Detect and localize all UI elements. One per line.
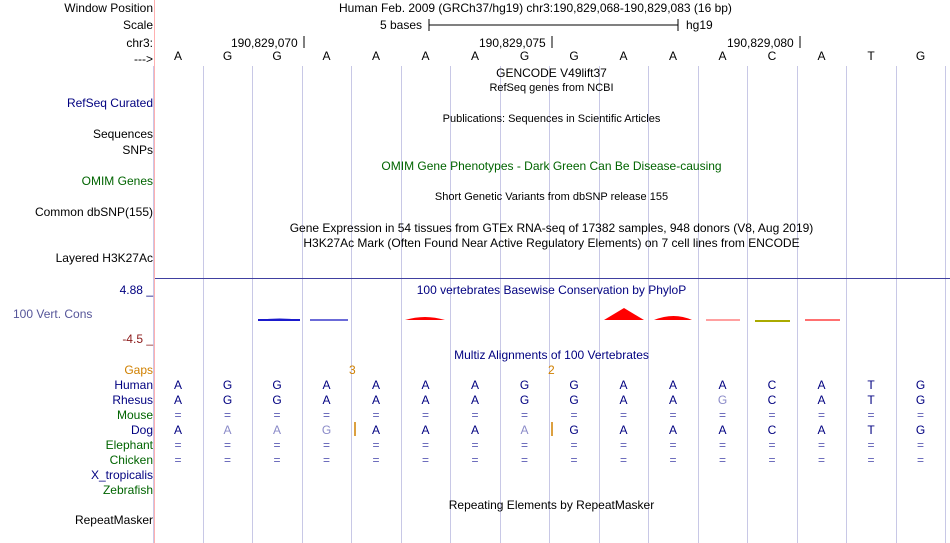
alignment-base: = <box>619 438 627 452</box>
alignment-base: = <box>471 408 479 422</box>
refseq-track-title[interactable]: RefSeq genes from NCBI <box>489 82 614 94</box>
gencode-track-title[interactable]: GENCODE V49lift37 <box>496 66 607 80</box>
alignment-base: T <box>867 423 875 437</box>
alignment-base: A <box>817 378 826 392</box>
alignment-base: A <box>817 423 826 437</box>
species-label[interactable]: Dog <box>130 423 153 437</box>
alignment-base: = <box>669 438 677 452</box>
alignment-base: = <box>421 438 429 452</box>
repeatmasker-label[interactable]: RepeatMasker <box>74 513 153 527</box>
chrom-label: chr3: <box>126 36 153 50</box>
alignment-base: = <box>916 408 924 422</box>
dog-insertion-marks <box>0 420 950 438</box>
conservation-plot <box>0 306 950 326</box>
alignment-base: = <box>223 438 231 452</box>
base-letter: G <box>222 49 233 63</box>
alignment-base: = <box>718 453 726 467</box>
alignment-base: A <box>272 423 281 437</box>
sequences-label[interactable]: Sequences <box>92 127 153 141</box>
alignment-base: = <box>372 438 380 452</box>
base-letter: A <box>668 49 677 63</box>
alignment-base: G <box>519 378 530 392</box>
refseq-curated-label[interactable]: RefSeq Curated <box>66 96 153 110</box>
species-label[interactable]: Rhesus <box>112 393 153 407</box>
window-position-value: Human Feb. 2009 (GRCh37/hg19) chr3:190,829,068-190,829,083 (16 bp) <box>339 1 732 15</box>
alignment-base: = <box>867 438 875 452</box>
gap-count: 3 <box>349 363 356 377</box>
alignment-base: = <box>223 453 231 467</box>
alignment-base: = <box>520 453 528 467</box>
species-label[interactable]: Chicken <box>109 453 153 467</box>
alignment-base: = <box>322 453 330 467</box>
alignment-base: = <box>174 438 182 452</box>
species-label[interactable]: Mouse <box>116 408 153 422</box>
alignment-base: = <box>174 453 182 467</box>
base-sequence-row <box>0 49 950 65</box>
vert-cons-label[interactable]: 100 Vert. Cons <box>13 307 93 321</box>
alignment-base: = <box>867 453 875 467</box>
alignment-base: A <box>668 393 677 407</box>
alignment-base: = <box>619 408 627 422</box>
alignment-base: G <box>717 393 728 407</box>
alignment-base: = <box>174 408 182 422</box>
window-position-label: Window Position <box>64 1 153 15</box>
alignment-base: A <box>173 378 182 392</box>
alignment-base: A <box>718 378 727 392</box>
alignment-base: A <box>173 423 182 437</box>
alignment-base: = <box>421 408 429 422</box>
position-tick-label: 190,829,070 <box>231 36 298 50</box>
species-label[interactable]: X_tropicalis <box>90 468 153 482</box>
dbsnp-track-title[interactable]: Short Genetic Variants from dbSNP release 155 <box>434 191 669 203</box>
alignment-base: = <box>570 408 578 422</box>
layered-h3k27ac-label[interactable]: Layered H3K27Ac <box>55 251 153 265</box>
alignment-base: A <box>520 423 529 437</box>
strand-arrow: ---> <box>134 52 153 66</box>
alignment-base: A <box>668 423 677 437</box>
base-letter: A <box>322 49 331 63</box>
alignment-base: = <box>223 408 231 422</box>
common-dbsnp-label[interactable]: Common dbSNP(155) <box>34 205 153 219</box>
alignment-base: G <box>272 378 282 392</box>
alignment-base: T <box>867 393 875 407</box>
species-label[interactable]: Elephant <box>105 438 153 452</box>
alignment-base: = <box>718 438 726 452</box>
omim-genes-label[interactable]: OMIM Genes <box>81 174 153 188</box>
alignment-base: A <box>470 393 479 407</box>
alignment-base: A <box>718 423 727 437</box>
alignment-base: = <box>916 453 924 467</box>
alignment-base: A <box>223 423 232 437</box>
alignment-base: = <box>718 408 726 422</box>
alignment-base: A <box>619 378 628 392</box>
base-letter: A <box>817 49 826 63</box>
conservation-max-label: 4.88 _ <box>119 283 153 297</box>
alignment-base: = <box>768 438 776 452</box>
alignment-base: = <box>817 408 825 422</box>
alignment-base: = <box>322 438 330 452</box>
alignment-base: G <box>321 423 332 437</box>
position-tick-label: 190,829,080 <box>727 36 794 50</box>
alignment-base: A <box>470 378 479 392</box>
scale-bar <box>428 17 680 33</box>
alignment-base: = <box>273 438 281 452</box>
alignment-base: = <box>471 453 479 467</box>
position-ticks <box>0 34 950 50</box>
alignment-base: = <box>421 453 429 467</box>
base-letter: A <box>173 49 182 63</box>
alignment-base: A <box>322 393 331 407</box>
base-letter: A <box>619 49 628 63</box>
base-letter: G <box>569 49 579 63</box>
alignment-base: = <box>817 438 825 452</box>
conservation-track-title[interactable]: 100 vertebrates Basewise Conservation by PhyloP <box>416 283 687 297</box>
alignment-base: G <box>569 423 579 437</box>
alignment-base: A <box>619 393 628 407</box>
alignment-base: = <box>619 453 627 467</box>
alignment-base: = <box>372 408 380 422</box>
alignment-base: = <box>817 453 825 467</box>
alignment-base: A <box>668 378 677 392</box>
base-letter: A <box>421 49 430 63</box>
base-letter: G <box>272 49 282 63</box>
alignment-base: G <box>222 378 233 392</box>
base-letter: C <box>767 49 777 63</box>
base-letter: G <box>519 49 530 63</box>
alignment-base: A <box>322 378 331 392</box>
alignment-base: = <box>570 438 578 452</box>
base-letter: A <box>470 49 479 63</box>
alignment-base: C <box>767 393 777 407</box>
alignment-base: = <box>768 408 776 422</box>
scale-db: hg19 <box>686 18 713 32</box>
alignment-base: G <box>272 393 282 407</box>
alignment-base: C <box>767 423 777 437</box>
gap-count: 2 <box>548 363 555 377</box>
alignment-base: A <box>371 378 380 392</box>
alignment-base: = <box>669 453 677 467</box>
alignment-base: A <box>817 393 826 407</box>
alignment-base: = <box>867 408 875 422</box>
alignment-base: = <box>916 438 924 452</box>
omim-track-title[interactable]: OMIM Gene Phenotypes - Dark Green Can Be Disease-causing <box>381 159 722 173</box>
alignment-base: A <box>421 378 430 392</box>
alignment-base: G <box>915 423 926 437</box>
alignment-base: = <box>372 453 380 467</box>
alignment-base: = <box>471 438 479 452</box>
gtex-track-title[interactable]: Gene Expression in 54 tissues from GTEx RNA-seq of 17382 samples, 948 donors (V8, Aug 2019) <box>289 221 814 235</box>
base-letter: T <box>867 49 875 63</box>
base-letter: G <box>915 49 926 63</box>
base-letter: A <box>718 49 727 63</box>
alignment-base: A <box>173 393 182 407</box>
alignment-base: C <box>767 378 777 392</box>
gaps-label: Gaps <box>124 363 153 377</box>
species-label[interactable]: Human <box>114 378 153 392</box>
alignment-base: A <box>371 423 380 437</box>
conservation-min-label: -4.5 _ <box>122 332 153 346</box>
alignment-base: = <box>570 453 578 467</box>
alignment-base: A <box>421 393 430 407</box>
alignment-base: A <box>470 423 479 437</box>
position-tick-label: 190,829,075 <box>479 36 546 50</box>
alignment-base: = <box>669 408 677 422</box>
alignment-base: G <box>519 393 530 407</box>
base-letter: A <box>371 49 380 63</box>
snps-label[interactable]: SNPs <box>122 143 153 157</box>
h3k27ac-track-title[interactable]: H3K27Ac Mark (Often Found Near Active Regulatory Elements) on 7 cell lines from ENCODE <box>303 236 800 250</box>
alignment-base: = <box>768 453 776 467</box>
alignment-base: A <box>421 423 430 437</box>
alignment-base: = <box>520 438 528 452</box>
scale-label: Scale <box>122 18 153 32</box>
alignment-base: G <box>222 393 233 407</box>
alignment-base: G <box>569 393 579 407</box>
alignment-base: G <box>915 393 926 407</box>
alignment-base: A <box>371 393 380 407</box>
alignment-base: = <box>273 408 281 422</box>
species-label[interactable]: Zebrafish <box>102 483 153 497</box>
alignment-base: G <box>915 378 926 392</box>
alignment-base: = <box>322 408 330 422</box>
scale-text: 5 bases <box>380 18 423 32</box>
alignment-base: T <box>867 378 875 392</box>
repeatmasker-track-title[interactable]: Repeating Elements by RepeatMasker <box>448 498 655 512</box>
alignment-base: A <box>619 423 628 437</box>
alignment-base: = <box>273 453 281 467</box>
alignment-base: = <box>520 408 528 422</box>
publications-track-title[interactable]: Publications: Sequences in Scientific Articles <box>442 113 661 125</box>
alignment-base: G <box>569 378 579 392</box>
multiz-track-title[interactable]: Multiz Alignments of 100 Vertebrates <box>454 348 649 362</box>
